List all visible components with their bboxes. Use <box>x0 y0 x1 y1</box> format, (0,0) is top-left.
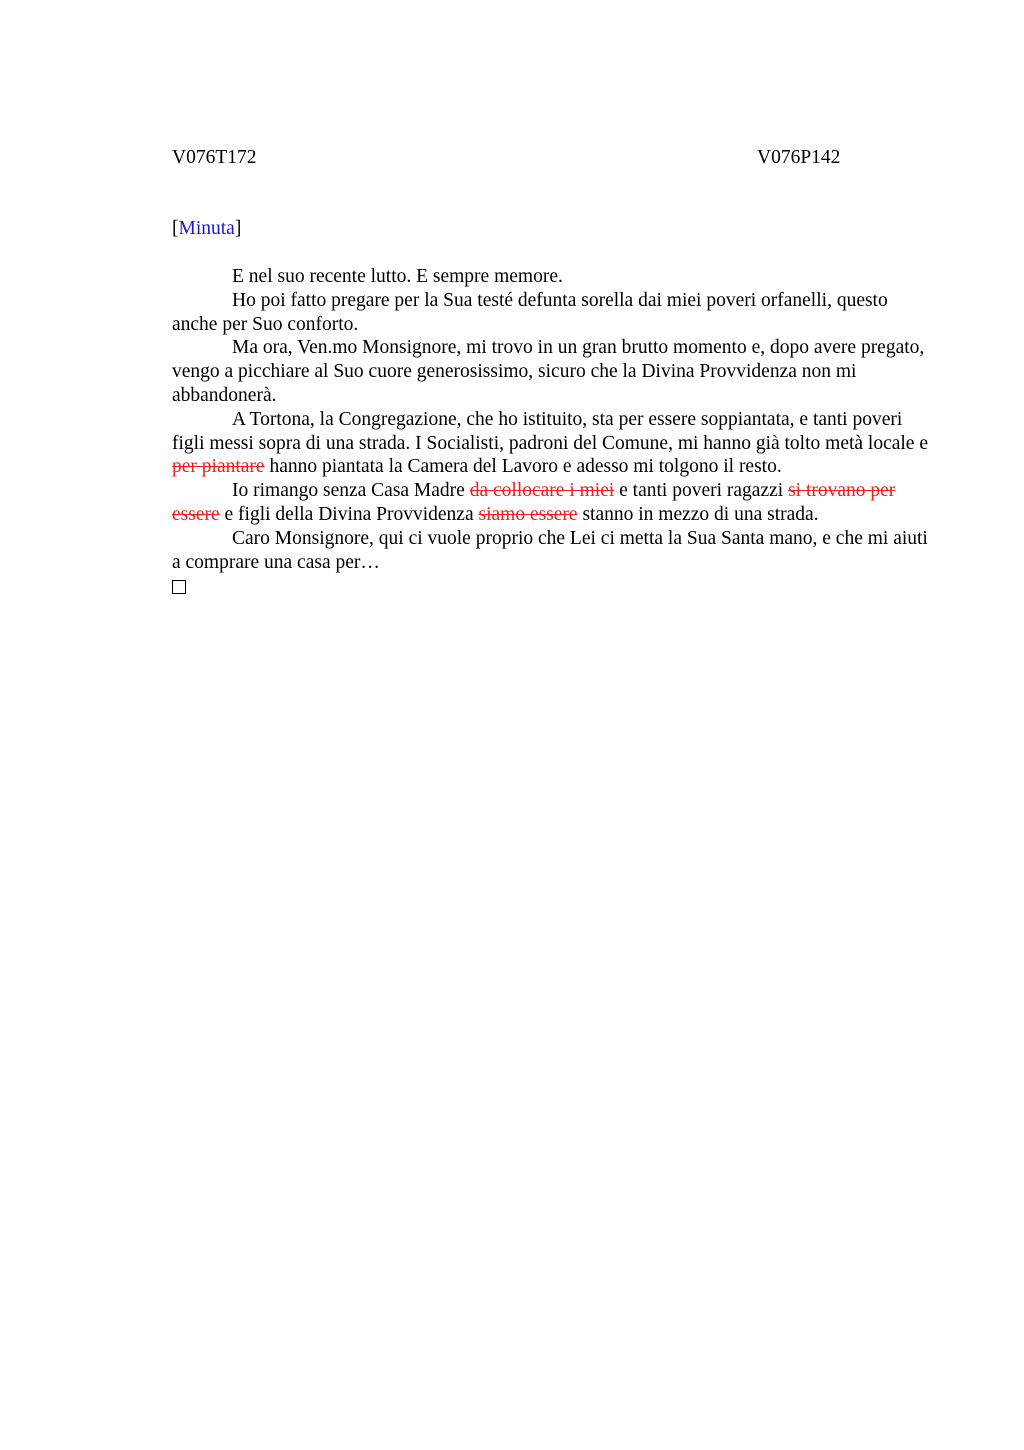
paragraph-text: Io rimango senza Casa Madre <box>232 480 470 502</box>
paragraph-text: e figli della Divina Provvidenza <box>219 503 479 525</box>
end-square-icon <box>172 580 186 594</box>
paragraph-text: E nel suo recente lutto. E sempre memore. <box>232 266 563 287</box>
letter-paragraph <box>172 265 932 289</box>
document-code-right: V076P142 <box>757 147 841 168</box>
paragraph-text: e tanti poveri ragazzi <box>614 480 789 502</box>
document-type-label <box>172 217 241 241</box>
paragraph-text: stanno in mezzo di una strada. <box>577 503 819 525</box>
document-code-left: V076T172 <box>172 147 257 168</box>
open-bracket: [ <box>172 218 179 239</box>
paragraph-text: A Tortona, la Congregazione, che ho istituito, sta per essere soppiantata, e tanti poveri figli messi sopra di una strada. I Socialisti, padroni del Comune, mi hanno già tolto metà locale e <box>172 408 928 454</box>
deleted-text: siamo essere <box>478 503 578 525</box>
letter-paragraph <box>172 527 932 575</box>
letter-body <box>172 265 932 594</box>
minuta-label: Minuta <box>178 218 235 239</box>
paragraph-text: Caro Monsignore, qui ci vuole proprio che Lei ci metta la Sua Santa mano, e che mi aiuti a comprare una casa per… <box>172 527 928 573</box>
deleted-text: per piantare <box>172 456 265 478</box>
letter-paragraph <box>172 479 932 527</box>
letter-paragraph <box>172 336 932 407</box>
deleted-text: da collocare i miei <box>469 480 615 502</box>
paragraph-text: Ma ora, Ven.mo Monsignore, mi trovo in un gran brutto momento e, dopo avere pregato, vengo a picchiare al Suo cuore generosissimo, sicuro che la Divina Provvidenza non mi abbandonerà. <box>172 337 925 406</box>
paragraph-text: hanno piantata la Camera del Lavoro e adesso mi tolgono il resto. <box>264 456 782 478</box>
letter-paragraph <box>172 408 932 479</box>
paragraph-text: Ho poi fatto pregare per la Sua testé defunta sorella dai miei poveri orfanelli, questo anche per Suo conforto. <box>172 289 888 335</box>
deleted-text: si trovano per essere <box>172 480 896 525</box>
close-bracket: ] <box>234 218 242 239</box>
letter-paragraph <box>172 289 932 337</box>
